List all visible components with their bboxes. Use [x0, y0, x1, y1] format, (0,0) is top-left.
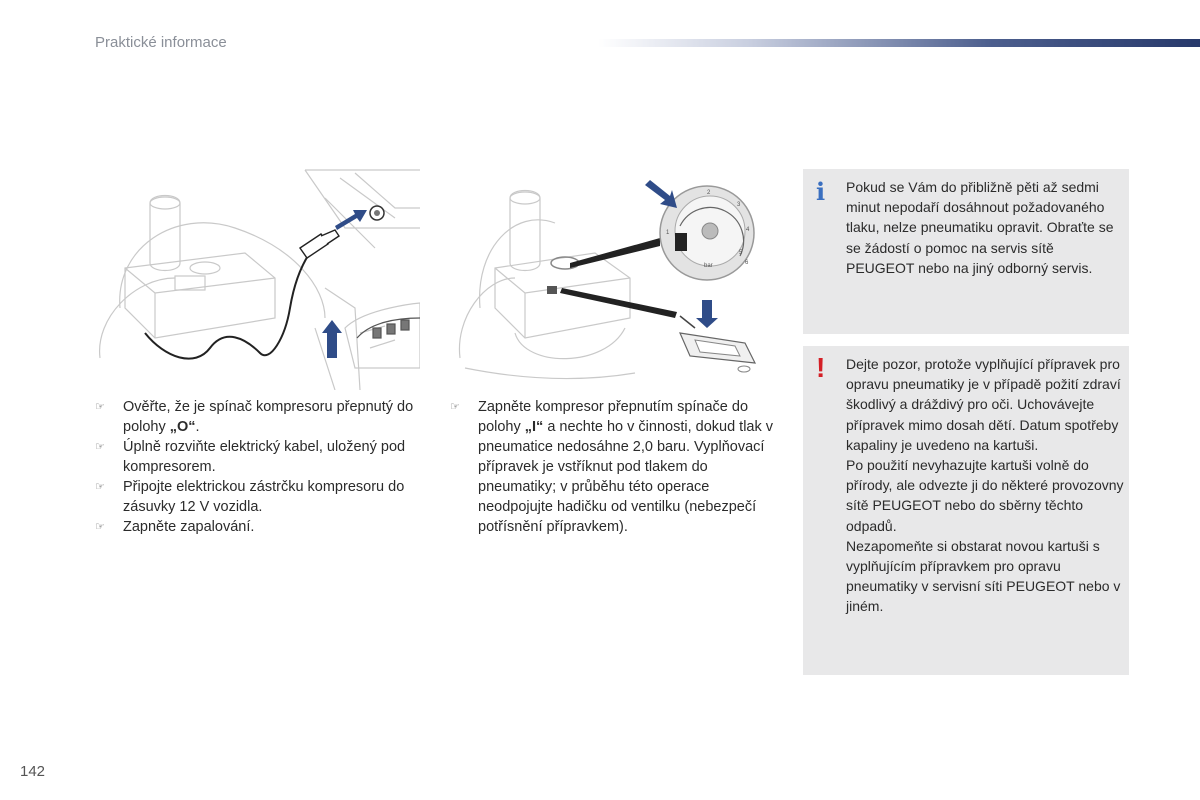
pointing-hand-icon: ☞ — [450, 401, 460, 413]
compressor-gauge-illustration — [455, 168, 775, 390]
instruction-text-end: a nechte ho v činnosti, dokud tlak v pneumatice nedosáhne 2,0 baru. Vyplňovací přípravek je vstříknut pod tlakem do pneumatiky; v průběhu této operace neodpojujte hadičku od ventilku (nebezpečí potřísnění přípravkem). — [478, 419, 774, 535]
instructions-column-1 — [95, 397, 415, 537]
switch-position-label: „O“ — [169, 419, 196, 435]
gauge-tick-3: 3 — [737, 202, 741, 208]
gauge-tick-1: 1 — [666, 230, 670, 236]
instruction-text-end: . — [195, 419, 200, 435]
warning-paragraph: Po použití nevyhazujte kartuši volně do přírody, ale odvezte ji do některé provozovny sítě PEUGEOT nebo do sběrny těchto odpadů. — [846, 457, 1124, 534]
pointing-hand-icon: ☞ — [95, 441, 105, 453]
warning-paragraph: Nezapomeňte si obstarat novou kartuši s vyplňujícím přípravkem pro opravu pneumatiky v servisní síti PEUGEOT nebo v jiném. — [846, 537, 1121, 615]
instruction-text: Úplně rozviňte elektrický kabel, uložený pod kompresorem. — [123, 439, 406, 475]
gauge-tick-5: 5 — [739, 250, 743, 256]
pointing-hand-icon: ☞ — [95, 521, 105, 533]
page-number: 142 — [20, 763, 46, 780]
instruction-text: Zapněte kompresor přepnutím spínače do polohy — [478, 399, 749, 435]
instruction-item — [95, 437, 415, 477]
warning-note-text — [846, 354, 1124, 617]
gauge-tick-4: 4 — [746, 227, 750, 233]
info-icon: i — [816, 177, 826, 206]
instruction-item — [450, 397, 775, 537]
instruction-item — [95, 397, 415, 437]
compressor-plug-illustration — [95, 168, 420, 390]
warning-icon: ! — [816, 352, 826, 383]
instructions-column-2 — [450, 397, 775, 537]
pointing-hand-icon: ☞ — [95, 401, 105, 413]
header-gradient-bar — [598, 39, 1200, 47]
instruction-item — [95, 477, 415, 517]
pointing-hand-icon: ☞ — [95, 481, 105, 493]
instruction-text: Ověřte, že je spínač kompresoru přepnutý do polohy — [123, 399, 414, 435]
gauge-unit-label: bar — [704, 263, 713, 269]
instruction-text: Připojte elektrickou zástrčku kompresoru do zásuvky 12 V vozidla. — [123, 479, 405, 515]
info-note-text: Pokud se Vám do přibližně pěti až sedmi minut nepodaří dosáhnout požadovaného tlaku, nelze pneumatiku opravit. Obraťte se se žádostí o pomoc na servis sítě PEUGEOT nebo na jiný odborný servis. — [846, 179, 1114, 276]
warning-note — [803, 346, 1129, 675]
section-title: Praktické informace — [95, 34, 227, 51]
gauge-tick-6: 6 — [745, 260, 749, 266]
instruction-text: Zapněte zapalování. — [123, 519, 255, 535]
warning-paragraph: Dejte pozor, protože vyplňující přípravek pro opravu pneumatiky je v případě požití zdraví škodlivý a dráždivý pro oči. Uchovávejte přípravek mimo dosah dětí. Datum spotřeby kapaliny je uvedeno na kartuši. — [846, 356, 1121, 453]
instruction-item — [95, 517, 415, 537]
info-note — [803, 169, 1129, 334]
switch-position-label: „I“ — [524, 419, 544, 435]
gauge-tick-2: 2 — [707, 190, 711, 196]
